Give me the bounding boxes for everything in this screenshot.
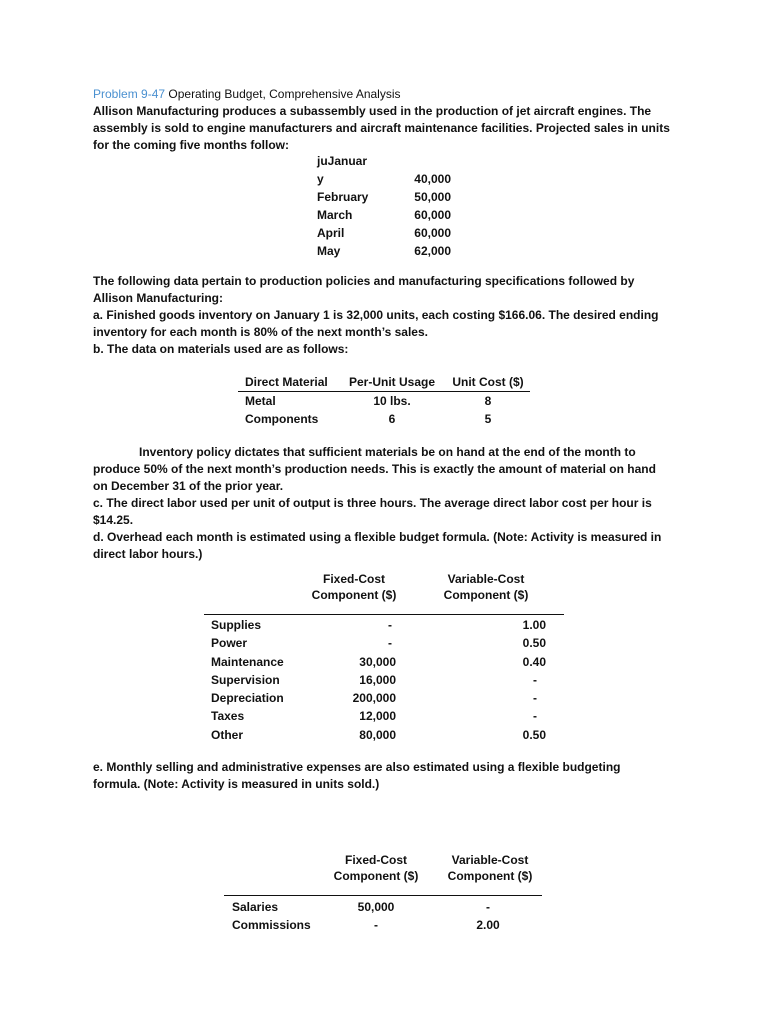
sales-month: y — [317, 172, 324, 186]
header-fixed-line1: Fixed-Cost — [322, 572, 385, 586]
problem-title: Operating Budget, Comprehensive Analysis — [165, 87, 401, 101]
overhead-variable: - — [533, 709, 537, 724]
table-row — [204, 707, 564, 725]
overhead-item: Supplies — [211, 618, 262, 632]
sales-row — [317, 224, 457, 242]
overhead-variable: - — [533, 691, 537, 706]
inventory-policy-paragraph — [93, 444, 675, 563]
header-fixed-line1: Fixed-Cost — [344, 853, 407, 867]
policy-line: b. The data on materials used are as follows: — [93, 342, 349, 356]
header-variable-line2: Component ($) — [443, 588, 529, 602]
header-fixed-cost — [302, 571, 406, 603]
inventory-line: c. The direct labor used per unit of output is three hours. The average direct labor cost per hour is — [93, 496, 652, 510]
overhead-fixed: - — [388, 636, 392, 651]
inventory-line: d. Overhead each month is estimated using a flexible budget formula. (Note: Activity is measured in — [93, 530, 662, 544]
sales-month: March — [317, 208, 353, 222]
inventory-line: direct labor hours.) — [93, 547, 203, 561]
table-row — [204, 726, 564, 744]
header-variable-line1: Variable-Cost — [451, 853, 529, 867]
policies-paragraph — [93, 273, 675, 358]
table-row — [224, 898, 542, 916]
material-name: Components — [245, 412, 319, 426]
sga-fixed: - — [374, 918, 378, 932]
header-unit-cost: Unit Cost ($) — [452, 375, 524, 389]
overhead-item: Other — [211, 727, 244, 742]
material-usage: 6 — [388, 412, 396, 426]
header-fixed-line2: Component ($) — [311, 588, 397, 602]
sga-fixed: 50,000 — [357, 900, 395, 914]
header-variable-line2: Component ($) — [447, 869, 533, 883]
overhead-header — [204, 571, 564, 615]
header-direct-material: Direct Material — [245, 375, 328, 389]
sales-row — [317, 188, 457, 206]
sales-units: 50,000 — [414, 190, 451, 204]
selling-line: e. Monthly selling and administrative expenses are also estimated using a flexible budgeting — [93, 760, 621, 774]
overhead-item: Supervision — [211, 672, 280, 687]
sales-row — [317, 152, 457, 170]
table-row — [224, 916, 542, 934]
sales-row — [317, 242, 457, 260]
overhead-fixed: 12,000 — [359, 709, 396, 724]
sales-row — [317, 170, 457, 188]
overhead-fixed: 80,000 — [359, 727, 396, 742]
problem-heading — [93, 86, 675, 103]
table-row — [204, 653, 564, 671]
sales-forecast-list — [317, 152, 457, 260]
material-usage: 10 lbs. — [373, 394, 411, 408]
header-variable-line1: Variable-Cost — [447, 572, 525, 586]
materials-table — [238, 373, 530, 428]
header-fixed-line2: Component ($) — [333, 869, 419, 883]
header-fixed-cost — [328, 852, 424, 884]
selling-admin-table — [224, 852, 542, 934]
overhead-item: Depreciation — [211, 691, 284, 706]
policy-line: a. Finished goods inventory on January 1 is 32,000 units, each costing $166.06. The desired ending — [93, 308, 659, 322]
sga-item: Commissions — [232, 918, 311, 932]
overhead-table — [204, 571, 564, 744]
sga-variable: - — [486, 900, 490, 914]
problem-number: Problem 9-47 — [93, 87, 166, 101]
inventory-line: produce 50% of the next month’s production needs. This is exactly the amount of material on hand — [93, 462, 656, 476]
overhead-body — [204, 615, 564, 744]
materials-header — [238, 373, 530, 392]
overhead-variable: - — [533, 672, 537, 687]
table-row — [204, 689, 564, 707]
sales-units: 60,000 — [414, 226, 451, 240]
sales-month: April — [317, 226, 345, 240]
table-row — [204, 634, 564, 652]
overhead-variable: 0.50 — [522, 727, 546, 742]
inventory-line: $14.25. — [93, 513, 134, 527]
header-variable-cost — [436, 571, 536, 603]
overhead-variable: 0.50 — [522, 636, 546, 651]
table-row — [204, 616, 564, 634]
policy-line: Allison Manufacturing: — [93, 291, 223, 305]
intro-line: Allison Manufacturing produces a subassembly used in the production of jet aircraft engines. The — [93, 104, 652, 118]
intro-paragraph — [93, 86, 675, 154]
overhead-item: Taxes — [211, 709, 245, 724]
header-per-unit-usage: Per-Unit Usage — [348, 375, 436, 389]
policy-line: The following data pertain to production policies and manufacturing specifications followed by — [93, 274, 635, 288]
sga-item: Salaries — [232, 900, 279, 914]
header-variable-cost — [442, 852, 538, 884]
inventory-line: on December 31 of the prior year. — [93, 479, 284, 493]
material-cost: 8 — [484, 394, 492, 408]
overhead-fixed: 16,000 — [359, 672, 396, 687]
overhead-fixed: 200,000 — [352, 691, 396, 706]
sales-row — [317, 206, 457, 224]
overhead-fixed: - — [388, 618, 392, 632]
table-row — [238, 410, 530, 428]
table-row — [204, 671, 564, 689]
overhead-variable: 1.00 — [522, 618, 546, 632]
sales-month: juJanuar — [317, 154, 368, 168]
sales-units: 62,000 — [414, 244, 451, 258]
overhead-item: Power — [211, 636, 248, 651]
sales-units: 60,000 — [414, 208, 451, 222]
sga-variable: 2.00 — [476, 918, 500, 932]
sales-month: February — [317, 190, 369, 204]
selling-admin-header — [224, 852, 542, 896]
inventory-line: Inventory policy dictates that sufficient materials be on hand at the end of the month to — [139, 445, 636, 459]
intro-line: for the coming five months follow: — [93, 138, 289, 152]
overhead-variable: 0.40 — [522, 654, 546, 669]
overhead-fixed: 30,000 — [359, 654, 396, 669]
overhead-item: Maintenance — [211, 654, 284, 669]
selling-paragraph — [93, 759, 675, 793]
intro-line: assembly is sold to engine manufacturers and aircraft maintenance facilities. Projected sales in units — [93, 121, 670, 135]
policy-line: inventory for each month is 80% of the next month’s sales. — [93, 325, 428, 339]
table-row — [238, 392, 530, 410]
selling-line: formula. (Note: Activity is measured in units sold.) — [93, 777, 380, 791]
material-name: Metal — [245, 394, 276, 408]
material-cost: 5 — [484, 412, 492, 426]
sales-units: 40,000 — [414, 172, 451, 186]
sales-month: May — [317, 244, 341, 258]
